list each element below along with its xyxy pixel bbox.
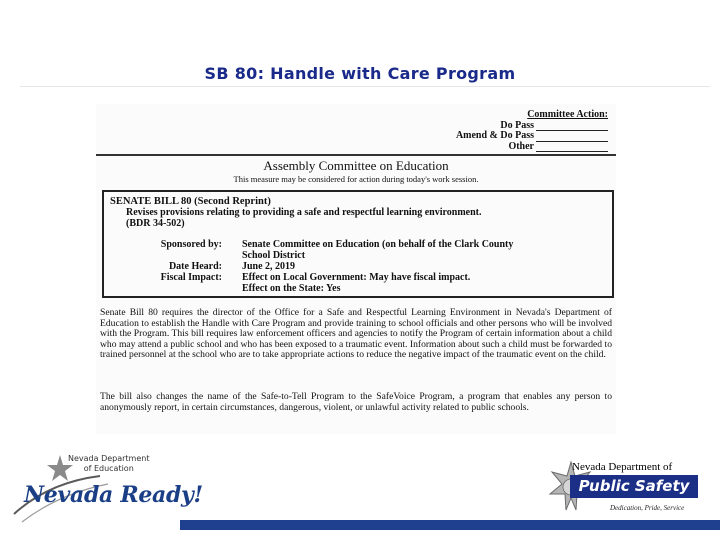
summary-paragraph-1: Senate Bill 80 requires the director of the Office for a Safe and Respectful Learning Environment in Nevada's Department of Education to establish the Handle with Care Program and provide training to school officials and other persons who will be involved with the Program. This bill requires law enforcement officers and agencies to notify the Program of certain information about a child who may attend a public school and who has been exposed to a traumatic event. Information about such a child must be forwarded to trained personnel at the school who are to take appropriate actions to reduce the negative impact of the traumatic event on the child. <box>100 307 612 361</box>
bill-title: SENATE BILL 80 (Second Reprint) <box>110 196 271 207</box>
public-safety-logo <box>546 458 716 520</box>
committee-divider <box>96 154 616 156</box>
sponsored-label: Sponsored by: <box>160 239 222 250</box>
bill-summary-box <box>102 190 614 298</box>
committee-name: Assembly Committee on Education <box>263 158 449 173</box>
dps-motto: Dedication, Pride, Service <box>610 504 685 512</box>
dps-org-name: Nevada Department of <box>572 461 673 473</box>
document-scan <box>96 104 616 434</box>
footer-bar <box>180 520 720 530</box>
sponsored-value: Senate Committee on Education (on behalf of the Clark County School District <box>242 239 514 261</box>
committee-action-block <box>408 110 608 152</box>
nevada-doe-logo <box>8 452 203 538</box>
nevada-ready-brand: Nevada Ready! <box>24 482 203 508</box>
date-heard-label: Date Heard: <box>168 261 222 272</box>
bill-description: Revises provisions relating to providing a safe and respectful learning environment. (BDR 34-502) <box>126 207 482 229</box>
fiscal-impact-value: Effect on Local Government: May have fiscal impact. Effect on the State: Yes <box>242 272 471 294</box>
summary-paragraph-2: The bill also changes the name of the Safe-to-Tell Program to the SafeVoice Program, a program that enables any person to anonymously report, in certain circumstances, dangerous, violent, or unlawful activity related to public schools. <box>100 391 612 413</box>
committee-action-heading: Committee Action: <box>527 109 608 120</box>
title-divider <box>20 86 710 87</box>
work-session-note: This measure may be considered for action during today's work session. <box>233 174 479 184</box>
action-do-pass: Do Pass <box>408 121 608 132</box>
slide-title: SB 80: Handle with Care Program <box>204 64 516 83</box>
date-heard-value: June 2, 2019 <box>242 261 296 272</box>
fiscal-impact-label: Fiscal Impact: <box>160 272 222 283</box>
public-safety-brand: Public Safety <box>570 475 698 498</box>
doe-org-name: Nevada Department of Education <box>68 454 150 473</box>
action-other: Other <box>408 142 608 153</box>
action-amend-do-pass: Amend & Do Pass <box>408 131 608 142</box>
